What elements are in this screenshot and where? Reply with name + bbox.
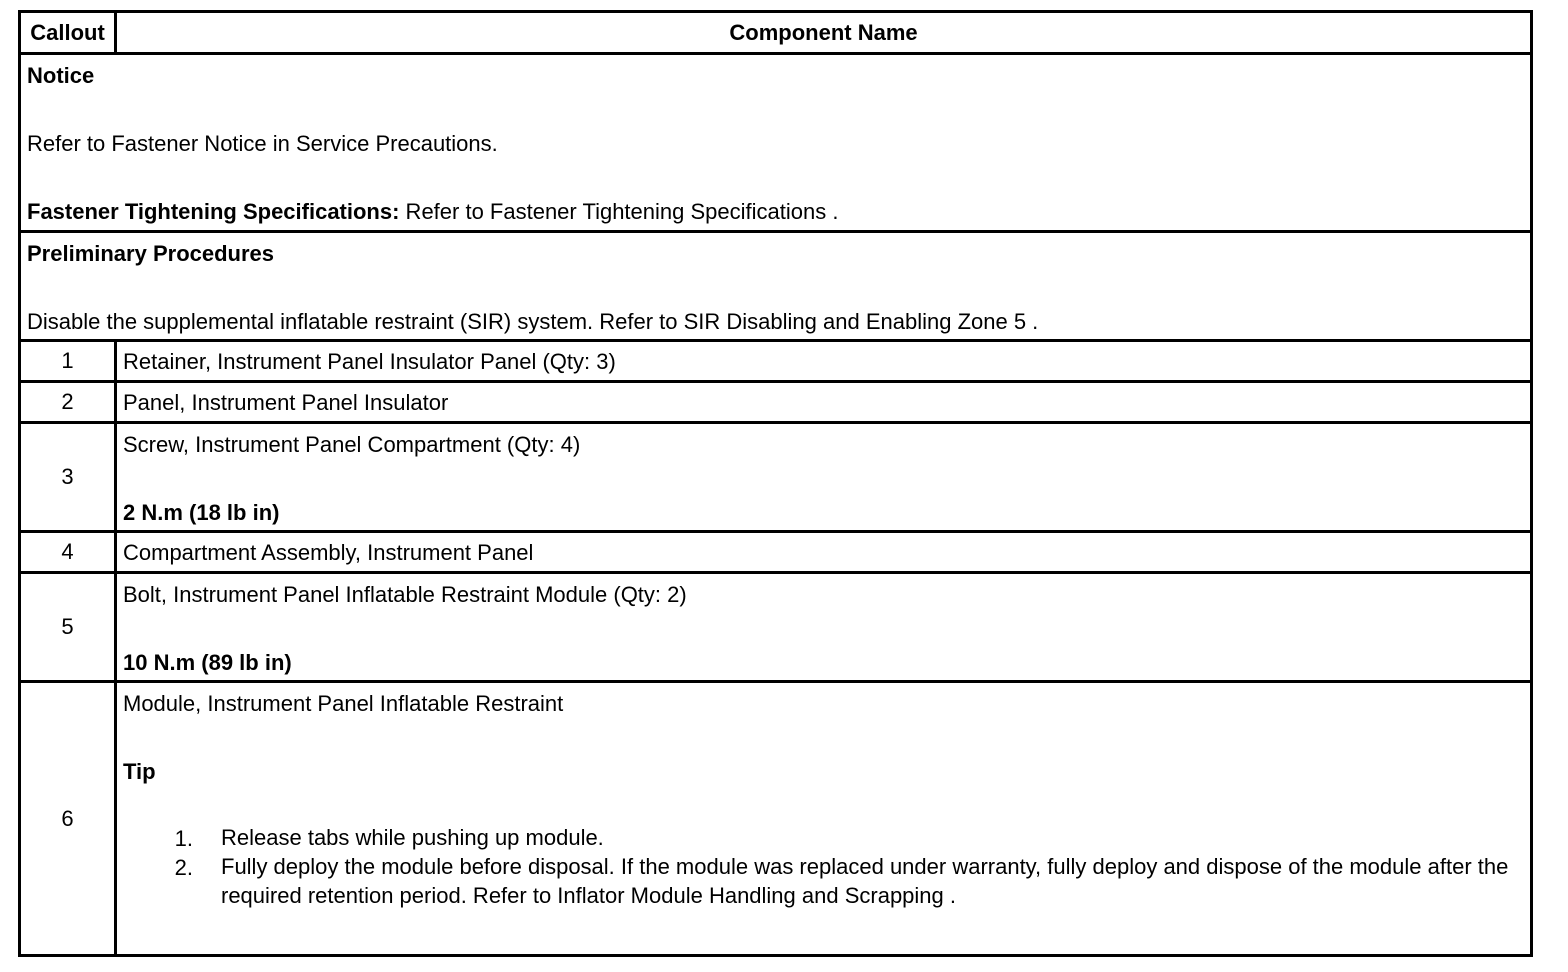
table-row xyxy=(21,683,1530,954)
callout-number: 5 xyxy=(21,574,117,680)
callout-number: 1 xyxy=(21,342,117,380)
tip-text: Release tabs while pushing up module. xyxy=(221,825,604,850)
component-table xyxy=(18,10,1533,957)
preliminary-row xyxy=(21,233,1530,342)
torque-spec: 2 N.m (18 lb in) xyxy=(123,500,280,525)
notice-text: Refer to Fastener Notice in Service Precautions. xyxy=(27,131,498,156)
table-header-row xyxy=(21,13,1530,55)
component-name: Compartment Assembly, Instrument Panel xyxy=(123,540,534,565)
table-row xyxy=(21,533,1530,574)
callout-column-header: Callout xyxy=(21,13,117,52)
torque-spec: 10 N.m (89 lb in) xyxy=(123,650,292,675)
component-name: Bolt, Instrument Panel Inflatable Restraint Module (Qty: 2) xyxy=(123,582,687,607)
component-name: Screw, Instrument Panel Compartment (Qty: 4) xyxy=(123,432,581,457)
callout-number: 3 xyxy=(21,424,117,530)
component-name: Retainer, Instrument Panel Insulator Panel (Qty: 3) xyxy=(123,349,616,374)
table-row xyxy=(21,574,1530,683)
component-name: Panel, Instrument Panel Insulator xyxy=(123,390,449,415)
fastener-spec-line xyxy=(27,199,838,225)
preliminary-text: Disable the supplemental inflatable restraint (SIR) system. Refer to SIR Disabling and Enabling Zone 5 . xyxy=(27,309,1039,334)
fastener-spec-label: Fastener Tightening Specifications: xyxy=(27,199,400,224)
tip-text: Fully deploy the module before disposal. If the module was replaced under warranty, fully deploy and dispose of the module after the required retention period. Refer to Inflator Module Handling and Scrapping . xyxy=(221,854,1509,908)
tip-number: 2. xyxy=(174,855,193,880)
table-row xyxy=(21,342,1530,383)
tip-number: 1. xyxy=(174,826,193,851)
callout-number: 6 xyxy=(21,683,117,954)
tip-title: Tip xyxy=(123,759,156,784)
component-name: Module, Instrument Panel Inflatable Restraint xyxy=(123,691,564,716)
callout-number: 4 xyxy=(21,533,117,571)
preliminary-title: Preliminary Procedures xyxy=(27,241,275,266)
callout-number: 2 xyxy=(21,383,117,421)
component-name-column-header: Component Name xyxy=(729,19,918,45)
notice-title: Notice xyxy=(27,63,95,88)
notice-row xyxy=(21,55,1530,233)
table-row xyxy=(21,424,1530,533)
fastener-spec-text: Refer to Fastener Tightening Specifications . xyxy=(399,199,839,224)
table-row xyxy=(21,383,1530,424)
